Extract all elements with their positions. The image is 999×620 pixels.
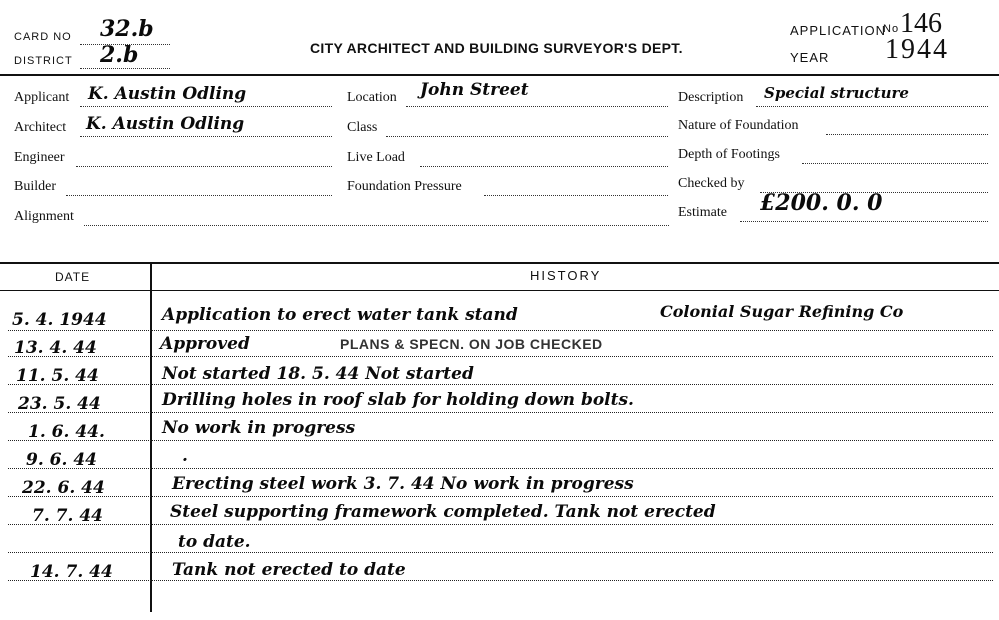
applicant-value: K. Austin Odling bbox=[88, 84, 247, 104]
architect-line bbox=[80, 136, 332, 137]
history-entry: Steel supporting framework completed. Tank not erected bbox=[170, 502, 716, 522]
class-label: Class bbox=[347, 120, 378, 135]
row-line bbox=[8, 552, 993, 553]
date-column-divider bbox=[150, 262, 152, 612]
estimate-value: £200. 0. 0 bbox=[760, 190, 883, 216]
applicant-line bbox=[80, 106, 332, 107]
alignment-label: Alignment bbox=[14, 209, 74, 224]
architect-label: Architect bbox=[14, 120, 67, 135]
history-date: 1. 6. 44. bbox=[28, 422, 105, 442]
depth-of-footings-line bbox=[802, 163, 988, 164]
class-line bbox=[386, 136, 668, 137]
history-date: 9. 6. 44 bbox=[26, 450, 97, 470]
live-load-label: Live Load bbox=[347, 150, 405, 165]
estimate-label: Estimate bbox=[678, 205, 727, 220]
district-value: 2.b bbox=[100, 42, 139, 68]
history-date: 5. 4. 1944 bbox=[12, 310, 107, 330]
checked-by-label: Checked by bbox=[678, 176, 745, 191]
description-value: Special structure bbox=[764, 84, 909, 102]
row-line bbox=[8, 412, 993, 413]
location-value: John Street bbox=[420, 80, 529, 100]
row-line bbox=[8, 440, 993, 441]
card-no-label: CARD NO bbox=[14, 31, 72, 43]
history-entry: to date. bbox=[178, 532, 251, 552]
row-line bbox=[8, 580, 993, 581]
history-entry: Application to erect water tank stand bbox=[162, 305, 518, 325]
nature-of-foundation-label: Nature of Foundation bbox=[678, 118, 799, 133]
card-no-value: 32.b bbox=[100, 16, 154, 42]
history-entry: Not started 18. 5. 44 Not started bbox=[162, 364, 474, 384]
builder-label: Builder bbox=[14, 179, 56, 194]
alignment-line bbox=[84, 225, 669, 226]
architect-value: K. Austin Odling bbox=[86, 114, 245, 134]
history-date: 14. 7. 44 bbox=[30, 562, 113, 582]
depth-of-footings-label: Depth of Footings bbox=[678, 147, 780, 162]
history-entry: Tank not erected to date bbox=[172, 560, 406, 580]
engineer-line bbox=[76, 166, 332, 167]
history-entry: Approved bbox=[160, 334, 250, 354]
engineer-label: Engineer bbox=[14, 150, 65, 165]
history-date: 11. 5. 44 bbox=[16, 366, 99, 386]
description-line bbox=[756, 106, 988, 107]
applicant-label: Applicant bbox=[14, 90, 70, 105]
history-entry: No work in progress bbox=[162, 418, 356, 438]
header-rule bbox=[0, 74, 999, 76]
history-header: HISTORY bbox=[530, 268, 602, 283]
row-line bbox=[8, 524, 993, 525]
builder-line bbox=[66, 195, 332, 196]
history-date: 22. 6. 44 bbox=[22, 478, 105, 498]
year-label: YEAR bbox=[790, 50, 830, 65]
application-no-label: No bbox=[883, 23, 900, 35]
foundation-pressure-label: Foundation Pressure bbox=[347, 179, 462, 194]
location-line bbox=[406, 106, 668, 107]
row-line bbox=[8, 330, 993, 331]
district-label: DISTRICT bbox=[14, 55, 73, 67]
history-entry: Erecting steel work 3. 7. 44 No work in progress bbox=[172, 474, 634, 494]
row-line bbox=[8, 468, 993, 469]
live-load-line bbox=[420, 166, 668, 167]
history-entry: . bbox=[182, 446, 188, 466]
history-entry: Drilling holes in roof slab for holding down bolts. bbox=[162, 390, 634, 410]
history-date: 7. 7. 44 bbox=[32, 506, 103, 526]
row-line bbox=[8, 496, 993, 497]
date-header: DATE bbox=[55, 270, 91, 284]
foundation-pressure-line bbox=[484, 195, 668, 196]
year-value: 1944 bbox=[885, 34, 949, 65]
description-label: Description bbox=[678, 90, 744, 105]
history-entry-extra: Colonial Sugar Refining Co bbox=[660, 302, 904, 321]
location-label: Location bbox=[347, 90, 397, 105]
row-line bbox=[8, 356, 993, 357]
nature-of-foundation-line bbox=[826, 134, 988, 135]
estimate-line bbox=[740, 221, 988, 222]
plans-checked-stamp: PLANS & SPECN. ON JOB CHECKED bbox=[340, 336, 603, 352]
history-header-rule bbox=[0, 290, 999, 291]
department-title: CITY ARCHITECT AND BUILDING SURVEYOR'S DEPT. bbox=[310, 40, 683, 56]
row-line bbox=[8, 384, 993, 385]
application-no-value: 146 bbox=[900, 8, 942, 39]
history-date: 23. 5. 44 bbox=[18, 394, 101, 414]
history-date: 13. 4. 44 bbox=[14, 338, 97, 358]
application-label: APPLICATION bbox=[790, 23, 887, 38]
district-underline bbox=[80, 68, 170, 69]
